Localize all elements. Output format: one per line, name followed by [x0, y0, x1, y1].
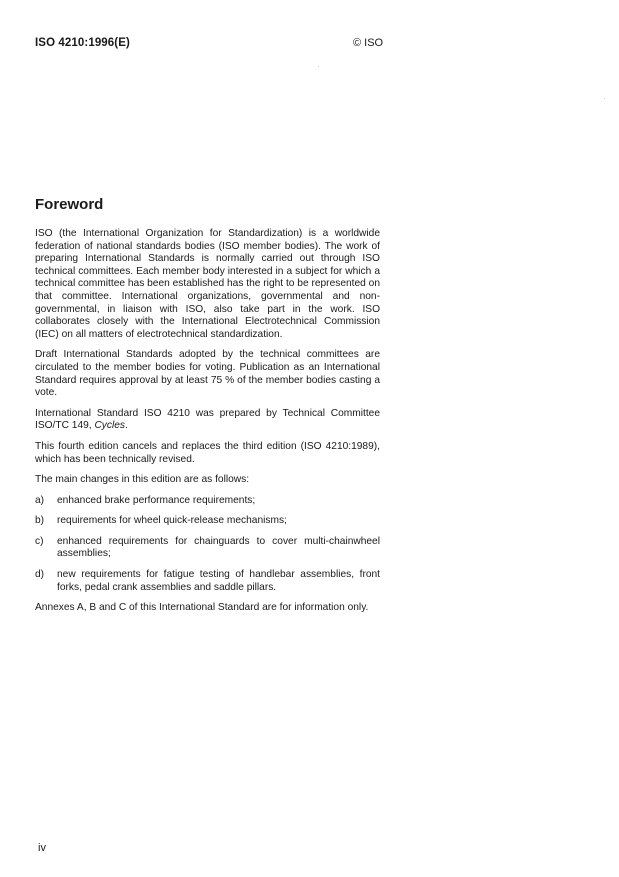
list-item-text: enhanced brake performance requirements;: [57, 494, 256, 506]
list-item: [35, 515, 380, 528]
list-item-label: b): [35, 515, 45, 527]
page-number: iv: [38, 842, 46, 854]
paragraph-edition: This fourth edition cancels and replaces the third edition (ISO 4210:1989), which has been technically revised.: [35, 440, 380, 465]
scan-speck: [318, 66, 319, 67]
list-item: [35, 536, 380, 561]
list-item-label: a): [35, 494, 45, 506]
prepared-by-end: .: [125, 420, 128, 432]
list-item-label: c): [35, 535, 44, 547]
standard-code: ISO 4210:1996(E): [35, 37, 130, 49]
paragraph-iso-intro: ISO (the International Organization for Standardization) is a worldwide federation of national standards bodies (ISO member bodies). The work of preparing International Standards is normally carried out through ISO technical committees. Each member body interested in a subject for which a technical committee has been established has the right to be represented on that committee. International organizations, governmental and non-governmental, in liaison with ISO, also take part in the work. ISO collaborates closely with the International Electrotechnical Commission (IEC) on all matters of electrotechnical standardization.: [35, 228, 380, 340]
list-item-text: new requirements for fatigue testing of handlebar assemblies, front forks, pedal crank assemblies and saddle pillars.: [57, 569, 380, 593]
copyright-notice: © ISO: [353, 37, 384, 49]
scan-speck: [604, 98, 605, 99]
prepared-by-text: International Standard ISO 4210 was prepared by Technical Committee ISO/TC 149,: [35, 407, 380, 432]
foreword-body: [35, 228, 380, 623]
paragraph-changes-intro: The main changes in this edition are as follows:: [35, 474, 250, 486]
list-item: [35, 569, 380, 594]
list-item-text: enhanced requirements for chainguards to cover multi-chainwheel assemblies;: [57, 535, 380, 560]
list-item-label: d): [35, 569, 45, 581]
list-item: [35, 495, 380, 508]
list-item-text: requirements for wheel quick-release mechanisms;: [57, 515, 287, 527]
committee-name: Cycles: [94, 420, 126, 432]
paragraph-prepared-by: [35, 408, 380, 433]
paragraph-draft-standards: Draft International Standards adopted by the technical committees are circulated to the member bodies for voting. Publication as an International Standard requires approval by at least 75 % of the member bodies casting a vote.: [35, 349, 380, 399]
section-title: Foreword: [35, 196, 104, 213]
paragraph-annexes: Annexes A, B and C of this International Standard are for information only.: [35, 602, 369, 614]
changes-list: [35, 495, 380, 595]
